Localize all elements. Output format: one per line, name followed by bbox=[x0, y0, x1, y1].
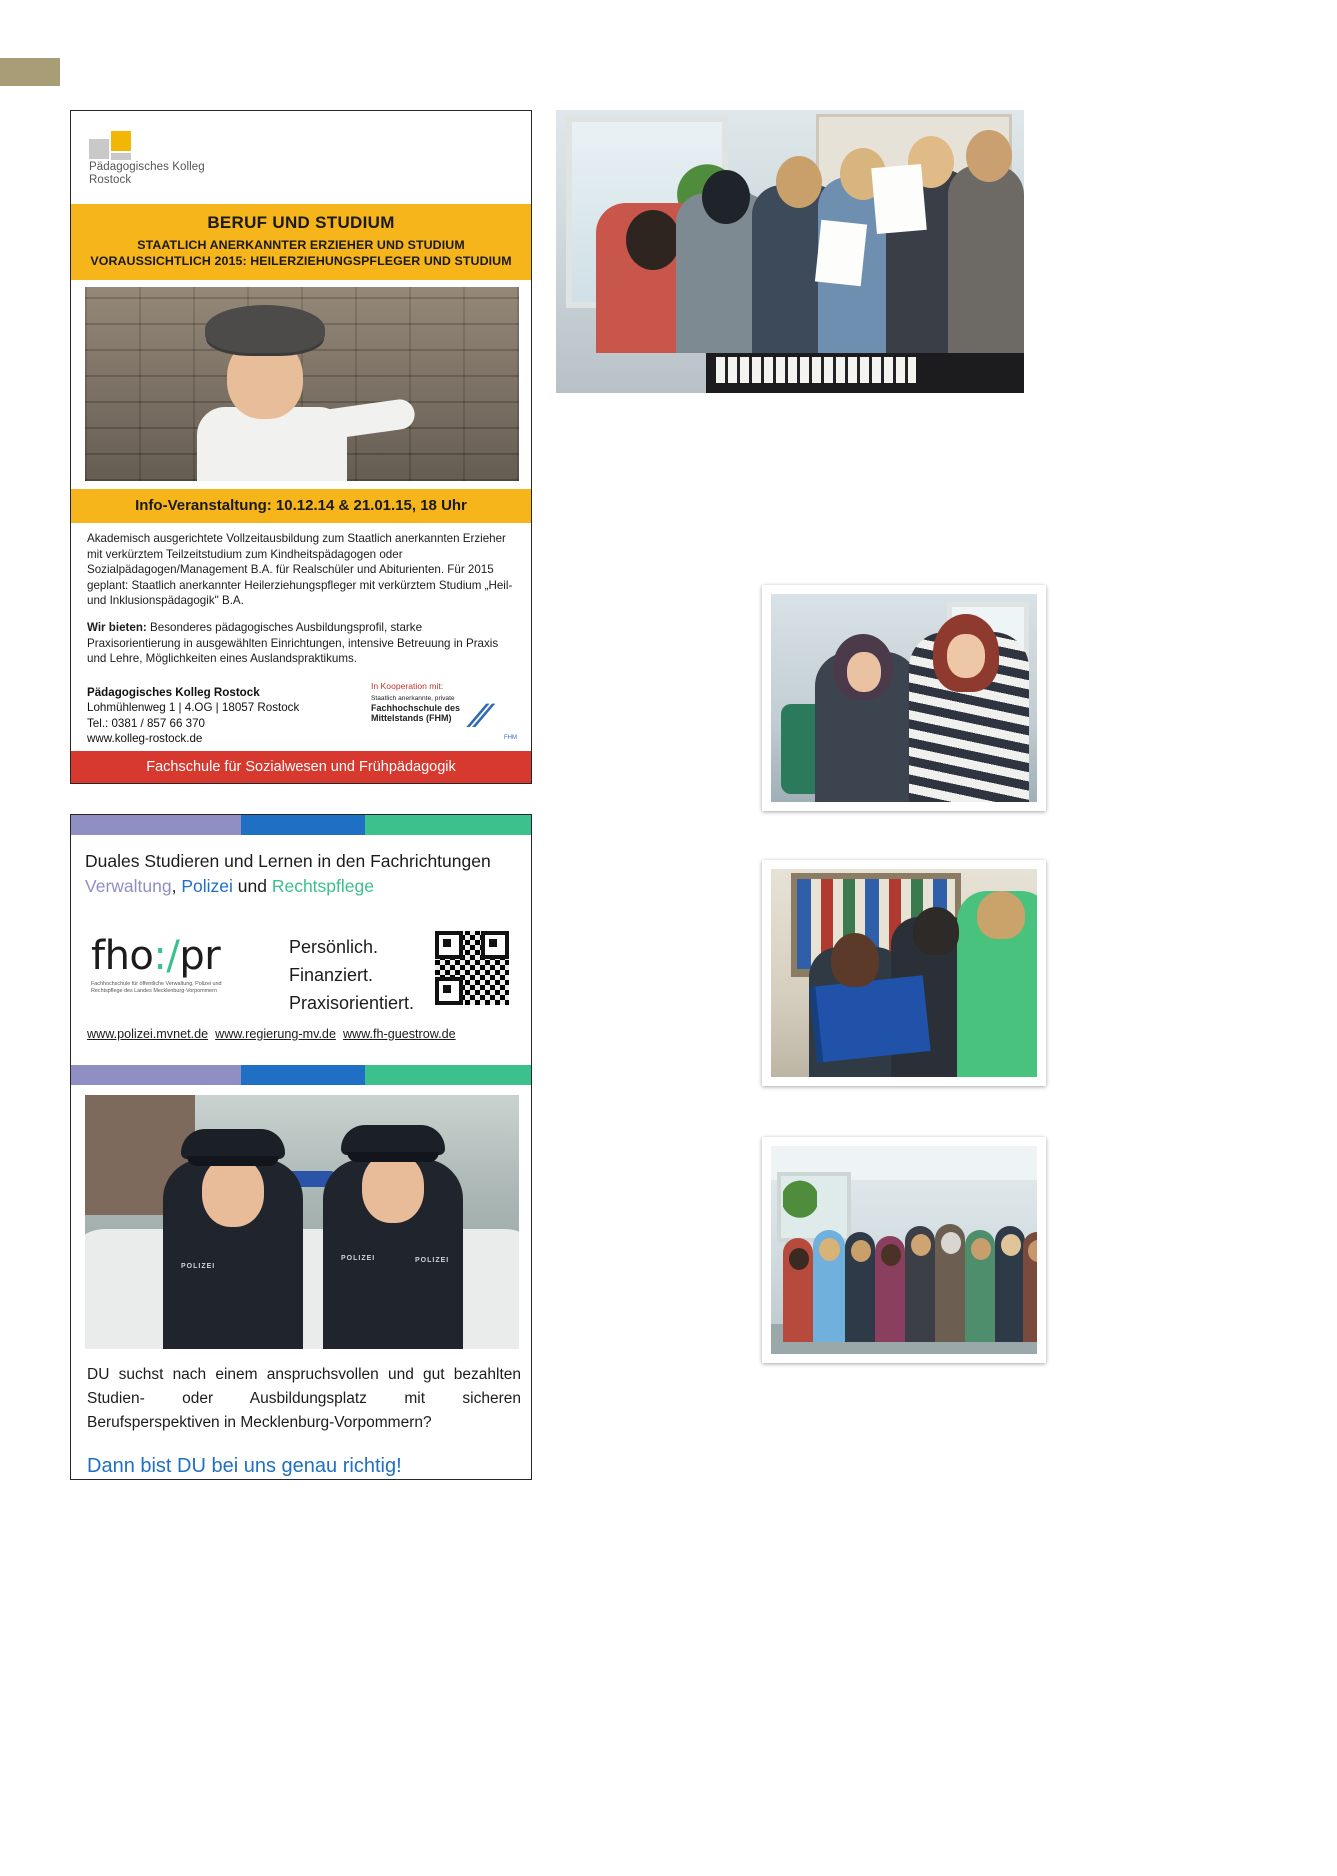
kolleg-info-event-bar: Info-Veranstaltung: 10.12.14 & 21.01.15, 18 Uhr bbox=[71, 489, 531, 523]
big-group-head-5 bbox=[911, 1234, 931, 1256]
photo-folder-inner bbox=[771, 869, 1037, 1077]
fh-field-verwaltung: Verwaltung bbox=[85, 876, 172, 896]
link-regierung-mv[interactable]: www.regierung-mv.de bbox=[215, 1027, 336, 1041]
photo-group-at-piano bbox=[556, 110, 1024, 393]
fhm-logo-label: FHM bbox=[504, 735, 517, 741]
kolleg-contact-name: Pädagogisches Kolleg Rostock bbox=[87, 686, 260, 699]
photo-badge-polizei-1: POLIZEI bbox=[181, 1263, 216, 1270]
big-group-head-7 bbox=[971, 1238, 991, 1260]
link-polizei-mvnet[interactable]: www.polizei.mvnet.de bbox=[87, 1027, 209, 1041]
kolleg-child-photo bbox=[85, 287, 519, 481]
fh-claim-1: Persönlich. bbox=[289, 937, 379, 957]
advert-paedagogisches-kolleg bbox=[70, 110, 532, 784]
link-fh-guestrow[interactable]: www.fh-guestrow.de bbox=[342, 1027, 456, 1041]
qr-code-icon[interactable] bbox=[435, 931, 509, 1005]
kolleg-contact-phone: Tel.: 0381 / 857 66 370 bbox=[87, 716, 205, 730]
kolleg-band-line3: VORAUSSICHTLICH 2015: HEILERZIEHUNGSPFLEGER UND STUDIUM bbox=[90, 254, 512, 268]
piano-photo-head-2 bbox=[776, 156, 822, 208]
piano-photo-person-5 bbox=[948, 165, 1024, 353]
photo-big-group-inner bbox=[771, 1146, 1037, 1354]
kolleg-paragraph-2 bbox=[87, 620, 517, 667]
fh-call-to-action: Dann bist DU bei uns genau richtig! bbox=[87, 1455, 402, 1477]
fh-field-polizei: Polizei bbox=[181, 876, 233, 896]
color-segment-green bbox=[365, 815, 531, 835]
fh-headline-prefix: Duales Studieren und Lernen in den Fachrichtungen bbox=[85, 851, 491, 871]
piano-photo-keys bbox=[716, 357, 916, 383]
photo-large-group-framed bbox=[762, 1137, 1046, 1363]
color-segment-green-2 bbox=[365, 1065, 531, 1085]
big-group-head-2 bbox=[819, 1238, 840, 1261]
qr-finder-top-right bbox=[481, 931, 509, 959]
folder-photo-head-middle bbox=[913, 907, 959, 955]
big-group-head-6 bbox=[941, 1232, 961, 1254]
folder-photo-head-right bbox=[977, 891, 1025, 939]
big-group-head-3 bbox=[851, 1240, 871, 1262]
logo-square-gray-small bbox=[111, 153, 131, 160]
fh-claim-3: Praxisorientiert. bbox=[289, 993, 415, 1013]
advert-fhoevpr-polizei bbox=[70, 814, 532, 1480]
piano-photo-head-foreground bbox=[626, 210, 680, 270]
fh-body-question: DU suchst nach einem anspruchsvollen und gut bezahlten Studien- oder Ausbildungsplatz mit sicheren Berufsperspektiven in Mecklenburg-Vorpommern? bbox=[87, 1366, 521, 1431]
fh-field-rechtspflege: Rechtspflege bbox=[271, 876, 374, 896]
qr-finder-top-left bbox=[435, 931, 463, 959]
kolleg-red-footer-bar: Fachschule für Sozialwesen und Frühpädagogik bbox=[71, 751, 531, 783]
qr-finder-bottom-left bbox=[435, 977, 463, 1005]
fhoevpr-logo bbox=[91, 935, 271, 995]
photo-child-hat bbox=[205, 305, 325, 353]
photo-badge-polizei-2: POLIZEI bbox=[341, 1255, 376, 1262]
kolleg-cooperation-heading: In Kooperation mit: bbox=[371, 681, 444, 691]
piano-photo-head-5 bbox=[966, 130, 1012, 182]
photo-students-with-folder-framed bbox=[762, 860, 1046, 1086]
big-group-head-4 bbox=[881, 1244, 901, 1266]
kolleg-contact-block bbox=[87, 685, 347, 747]
fh-claim-2: Finanziert. bbox=[289, 965, 374, 985]
fh-police-officers-photo bbox=[85, 1095, 519, 1349]
fh-field-sep-2: und bbox=[232, 876, 272, 896]
big-group-head-1 bbox=[789, 1248, 809, 1270]
kolleg-logo-line2: Rostock bbox=[89, 173, 132, 186]
logo-square-gray bbox=[89, 139, 109, 159]
fhoevpr-logo-dots: :/ bbox=[153, 933, 180, 979]
fh-claims-list bbox=[289, 933, 414, 1017]
fh-headline bbox=[85, 849, 523, 899]
kolleg-contact-address: Lohmühlenweg 1 | 4.OG | 18057 Rostock bbox=[87, 701, 300, 715]
kolleg-logo-line1: Pädagogisches Kolleg bbox=[89, 161, 205, 173]
photo-two-students-inner bbox=[771, 594, 1037, 802]
color-segment-blue bbox=[241, 815, 365, 835]
kolleg-band-line1: BERUF UND STUDIUM bbox=[207, 213, 395, 232]
photo-two-students-framed bbox=[762, 585, 1046, 811]
kolleg-contact-website[interactable]: www.kolleg-rostock.de bbox=[87, 732, 203, 746]
photo-officer-female-face bbox=[202, 1157, 264, 1227]
color-segment-blue-2 bbox=[241, 1065, 365, 1085]
fh-color-bar-top bbox=[71, 815, 531, 835]
two-students-face-right bbox=[947, 634, 985, 678]
fhm-line-bold-1: Fachhochschule des bbox=[371, 702, 461, 713]
logo-square-yellow bbox=[111, 131, 131, 151]
fhm-line-small: Staatlich anerkannte, private bbox=[371, 694, 455, 702]
folder-photo-blue-folder bbox=[809, 975, 930, 1062]
photo-badge-polizei-3: POLIZEI bbox=[415, 1257, 450, 1264]
kolleg-offer-text: Besonderes pädagogisches Ausbildungsprofil, starke Praxisorientierung in ausgewählten Einrichtungen, intensive Betreuung in Praxis und Lehre, Möglichkeiten eines Auslandspraktikums. bbox=[87, 620, 499, 666]
color-segment-violet-2 bbox=[71, 1065, 241, 1085]
kolleg-offer-label: Wir bieten: bbox=[87, 620, 147, 634]
fhoevpr-logo-subtitle: Fachhochschule für öffentliche Verwaltung, Polizei und Rechtspflege des Landes Mecklenburg-Vorpommern bbox=[91, 981, 222, 994]
photo-officer-female-cap bbox=[181, 1129, 285, 1159]
fh-website-links bbox=[87, 1027, 523, 1041]
kolleg-paragraph-1: Akademisch ausgerichtete Vollzeitausbildung zum Staatlich anerkannten Erzieher mit verkürztem Teilzeitstudium zum Kindheitspädagogen oder Sozialpädagogen/Management B.A. für Realschüler und Abiturienten. Für 2015 geplant: Staatlich anerkannter Heilerziehungspfleger mit verkürztem Studium „Heil- und Inklusionspädagogik" B.A. bbox=[87, 532, 513, 608]
folder-photo-head-left bbox=[831, 933, 879, 987]
piano-photo-head-1 bbox=[702, 170, 750, 224]
piano-photo-sheet-2 bbox=[871, 164, 927, 234]
fh-color-bar-middle bbox=[71, 1065, 531, 1085]
kolleg-band-line2: STAATLICH ANERKANNTER ERZIEHER UND STUDIUM bbox=[137, 238, 465, 252]
color-segment-violet bbox=[71, 815, 241, 835]
fh-headline-fields bbox=[85, 874, 523, 899]
kolleg-logo-text bbox=[89, 161, 205, 186]
photo-officer-male-cap bbox=[341, 1125, 445, 1155]
two-students-face-left bbox=[847, 652, 881, 692]
big-group-plant bbox=[783, 1180, 817, 1228]
page-corner-marker bbox=[0, 58, 60, 86]
fhm-logo-icon: ⁄⁄ bbox=[470, 697, 491, 735]
kolleg-body-text bbox=[87, 531, 517, 678]
photo-officer-male-face bbox=[362, 1153, 424, 1223]
fh-field-sep-1: , bbox=[171, 876, 182, 896]
fhoevpr-logo-mark: fho:/pr bbox=[91, 933, 221, 979]
kolleg-yellow-headline-band bbox=[71, 204, 531, 280]
big-group-head-8 bbox=[1001, 1234, 1021, 1256]
piano-photo-sheet-1 bbox=[815, 220, 867, 286]
kolleg-logo bbox=[83, 129, 323, 187]
fhm-line-bold-2: Mittelstands (FHM) bbox=[371, 713, 452, 724]
kolleg-cooperation-block bbox=[371, 681, 521, 741]
